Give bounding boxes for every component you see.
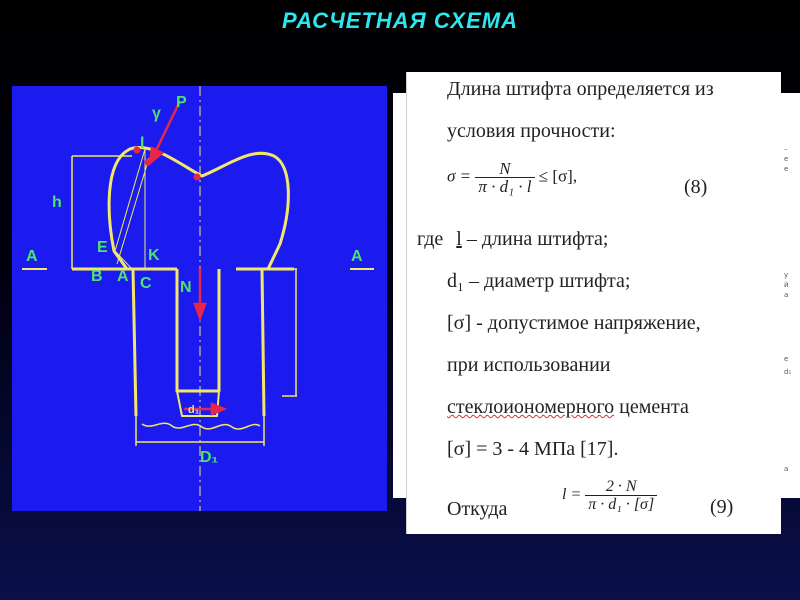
eq9-denominator: π · d₁ · [σ] (588, 496, 655, 513)
label-P: P (176, 94, 187, 111)
cement-rest: цемента (619, 396, 689, 418)
fragment-text: е (784, 355, 789, 363)
diagonal-line (117, 158, 149, 264)
fragment-text: е (784, 165, 789, 173)
text-line-1: Длина штифта определяется из (447, 78, 714, 100)
force-N-arrow (195, 304, 205, 318)
eq8-denominator: π · d₁ · l (478, 177, 532, 196)
eq9-numerator: 2 · N (585, 478, 657, 496)
tooth-diagram-svg (12, 86, 387, 511)
where-l-desc: – длина штифта; (466, 228, 609, 250)
eq8-numerator: N (475, 160, 534, 178)
fragment-text: d₁ (784, 368, 792, 376)
label-N: N (180, 279, 192, 296)
sigma-definition: [σ] - допустимое напряжение, (447, 312, 701, 334)
angle-line (115, 149, 145, 269)
slide-title: РАСЧЕТНАЯ СХЕМА (281, 8, 518, 33)
label-E: E (97, 239, 108, 256)
formula-text-panel (406, 72, 781, 534)
label-h: h (52, 194, 62, 211)
eq8-sigma: σ = (447, 166, 472, 186)
point-marker-3 (194, 174, 201, 181)
fragment-text: – (784, 145, 788, 153)
eq8-fraction (475, 160, 534, 195)
cement-wave (142, 423, 260, 429)
eq9-l: l = (562, 486, 582, 504)
where-prefix: где (417, 228, 444, 250)
d1-definition: d₁ – диаметр штифта; (447, 270, 631, 292)
label-A-right: A (351, 248, 363, 265)
point-marker-2 (145, 159, 152, 166)
equation-8 (447, 160, 577, 195)
label-A-left: A (26, 248, 38, 265)
right-fragment-column (780, 93, 800, 498)
otkuda-label: Откуда (447, 498, 508, 520)
force-d1-arrow (212, 404, 224, 414)
label-A-mid: A (117, 268, 129, 285)
fragment-text: а (784, 291, 789, 299)
label-gamma: γ (152, 105, 161, 122)
crown-outline (109, 147, 288, 269)
label-d1: d₁ (188, 404, 200, 416)
where-line (417, 228, 609, 250)
sigma-value-line: [σ] = 3 - 4 МПа [17]. (447, 438, 619, 460)
eq9-fraction (585, 478, 657, 513)
usage-line: при использовании (447, 354, 611, 376)
where-l-symbol: l (456, 228, 462, 250)
force-P-arrow (150, 148, 162, 163)
root-outline (133, 269, 264, 416)
equation-8-number: (8) (684, 176, 708, 198)
label-B: B (91, 268, 103, 285)
right-dimension (282, 269, 297, 396)
label-l: l (140, 135, 145, 152)
eq8-rhs: ≤ [σ], (538, 166, 578, 186)
fragment-text: е (784, 155, 789, 163)
cement-word: стеклоиономерного (447, 396, 615, 418)
equation-9 (562, 478, 657, 513)
label-D1: D₁ (200, 449, 219, 466)
label-K: K (148, 247, 160, 264)
fragment-text: а (784, 465, 789, 473)
fragment-text: й (784, 281, 789, 289)
equation-9-number: (9) (710, 496, 734, 518)
text-line-2: условия прочности: (447, 120, 616, 142)
calculation-diagram (12, 86, 387, 511)
label-C: C (140, 275, 152, 292)
fragment-text: у (784, 271, 789, 279)
cement-line (447, 396, 689, 418)
